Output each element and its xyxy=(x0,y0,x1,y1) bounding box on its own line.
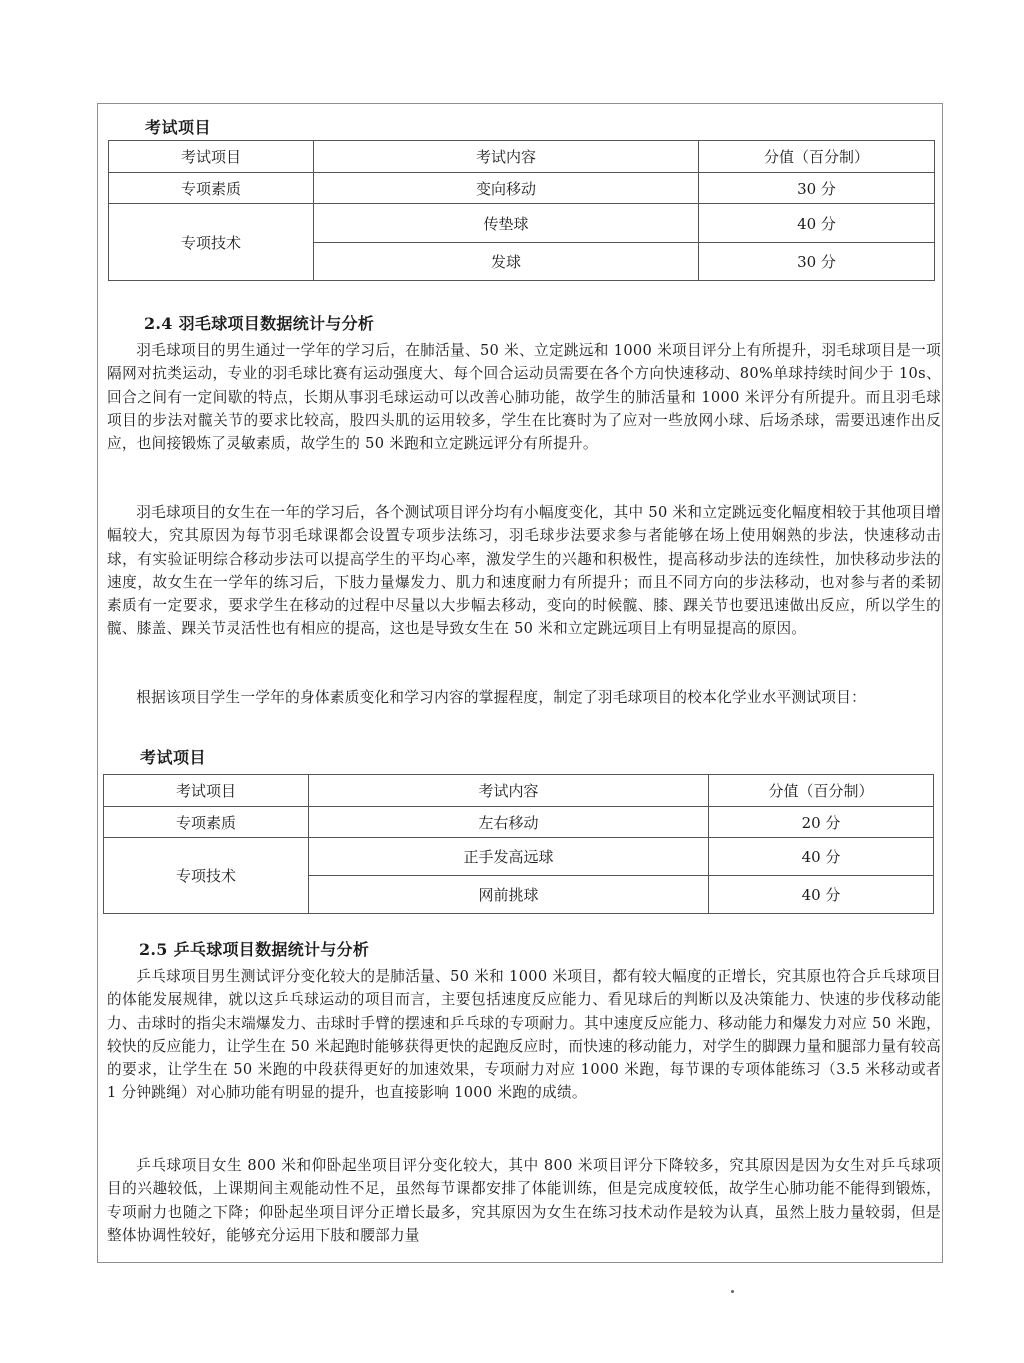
row-score: 40 分 xyxy=(709,838,934,876)
paragraph: 羽毛球项目的男生通过一学年的学习后，在肺活量、50 米、立定跳远和 1000 米项目评分上有所提升，羽毛球项目是一项隔网对抗类运动，专业的羽毛球比赛有运动强度大、每个回合运动员需要在各个方向快速移动、80%单球持续时间少于 10s、回合之间有一定间歇的特点，长期从事羽毛球运动可以改善心肺功能，故学生的肺活量和 1000 米评分有所提升。而且羽毛球项目的步法对髋关节的要求比较高，股四头肌的运用较多，学生在比赛时为了应对一些放网小球、后场杀球，需要迅速作出反应，也间接锻炼了灵敏素质，故学生的 50 米跑和立定跳远评分有所提升。 xyxy=(107,342,941,453)
row-score: 20 分 xyxy=(709,807,934,838)
section-heading-badminton: 2.4 羽毛球项目数据统计与分析 xyxy=(144,314,375,333)
table2-title: 考试项目 xyxy=(140,748,207,767)
paragraph: 乒乓球项目男生测试评分变化较大的是肺活量、50 米和 1000 米项目，都有较大幅度的正增长，究其原也符合乒乓球项目的体能发展规律，就以这乒乓球运动的项目而言，主要包括速度反应能力、看见球后的判断以及决策能力、快速的步伐移动能力、击球时的指尖末端爆发力、击球时手臂的摆速和乒乓球的专项耐力。其中速度反应能力、移动能力和爆发力对应 50 米跑，较快的反应能力，让学生在 50 米起跑时能够获得更快的起跑反应时，而快速的移动能力，对学生的脚踝力量和腿部力量有较高的要求，让学生在 50 米跑的中段获得更好的加速效果，专项耐力对应 1000 米跑，每节课的专项体能练习（3.5 米移动或者 1 分钟跳绳）对心肺功能有明显的提升，也直接影响 1000 米跑的成绩。 xyxy=(107,968,941,1102)
exam-table-volleyball xyxy=(108,140,935,281)
paragraph: 乒乓球项目女生 800 米和仰卧起坐项目评分变化较大，其中 800 米项目评分下降较多，究其原因是因为女生对乒乓球项目的兴趣较低，上课期间主观能动性不足，虽然每节课都安排了体能训练，但是完成度较低，故学生心肺功能不能得到锻炼，专项耐力也随之下降；仰卧起坐项目评分正增长最多，究其原因为女生在练习技术动作是较为认真，虽然上肢力量较弱，但是整体协调性较好，能够充分运用下肢和腰部力量 xyxy=(107,1157,941,1244)
row-content: 变向移动 xyxy=(314,173,699,204)
row-content: 网前挑球 xyxy=(309,876,709,914)
table1-title: 考试项目 xyxy=(145,118,212,137)
row-score: 30 分 xyxy=(699,243,935,281)
paragraph: 根据该项目学生一学年的身体素质变化和学习内容的掌握程度，制定了羽毛球项目的校本化学业水平测试项目： xyxy=(136,689,866,706)
header-score: 分值（百分制） xyxy=(699,141,935,173)
header-item: 考试项目 xyxy=(109,141,314,173)
row-score: 30 分 xyxy=(699,173,935,204)
row-content: 正手发高远球 xyxy=(309,838,709,876)
row-category: 专项素质 xyxy=(104,807,309,838)
paragraph: 羽毛球项目的女生在一年的学习后，各个测试项目评分均有小幅度变化，其中 50 米和立定跳远变化幅度相较于其他项目增幅较大，究其原因为每节羽毛球课都会设置专项步法练习，羽毛球步法要求参与者能够在场上使用娴熟的步法，快速移动击球，有实验证明综合移动步法可以提高学生的平均心率，激发学生的兴趣和积极性，提高移动步法的连续性，加快移动步法的速度，故女生在一学年的练习后，下肢力量爆发力、肌力和速度耐力有所提升；而且不同方向的步法移动，也对参与者的柔韧素质有一定要求，要求学生在移动的过程中尽量以大步幅去移动，变向的时候髋、膝、踝关节也要迅速做出反应，所以学生的髋、膝盖、踝关节灵活性也有相应的提高，这也是导致女生在 50 米和立定跳远项目上有明显提高的原因。 xyxy=(107,504,941,638)
header-item: 考试项目 xyxy=(104,775,309,807)
exam-table-badminton xyxy=(103,774,934,914)
row-score: 40 分 xyxy=(699,204,935,243)
row-category: 专项技术 xyxy=(109,204,314,281)
row-content: 发球 xyxy=(314,243,699,281)
row-category: 专项技术 xyxy=(104,838,309,914)
scan-speck xyxy=(731,1290,734,1293)
header-score: 分值（百分制） xyxy=(709,775,934,807)
row-category: 专项素质 xyxy=(109,173,314,204)
header-content: 考试内容 xyxy=(309,775,709,807)
header-content: 考试内容 xyxy=(314,141,699,173)
row-content: 左右移动 xyxy=(309,807,709,838)
row-score: 40 分 xyxy=(709,876,934,914)
row-content: 传垫球 xyxy=(314,204,699,243)
section-heading-table-tennis: 2.5 乒乓球项目数据统计与分析 xyxy=(139,940,370,959)
